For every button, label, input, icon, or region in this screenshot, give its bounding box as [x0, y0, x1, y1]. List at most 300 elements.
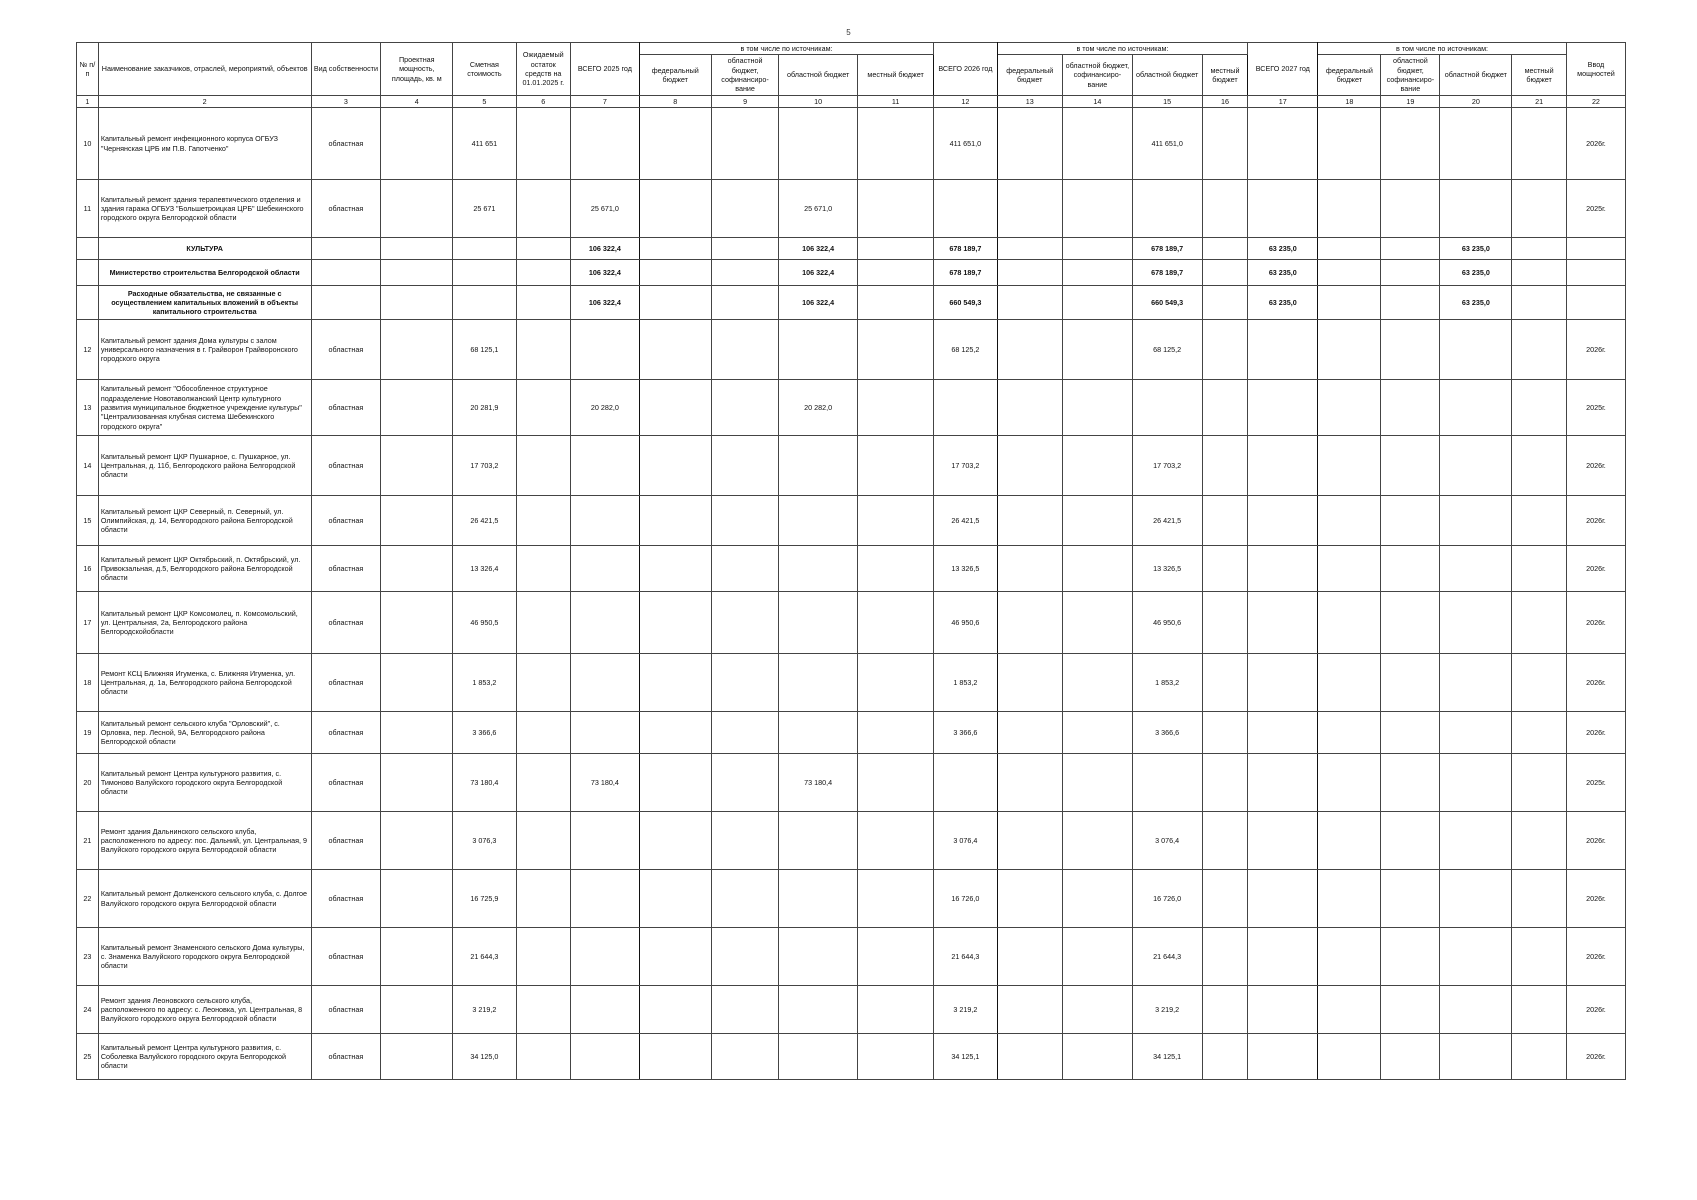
row-local-2025 — [857, 812, 933, 870]
row-cofin-2027 — [1381, 238, 1440, 260]
row-regional-2027: 63 235,0 — [1440, 238, 1512, 260]
row-federal-2027 — [1318, 260, 1381, 286]
table-row — [77, 654, 1626, 712]
row-total-2026: 3 076,4 — [934, 812, 997, 870]
header-regional-2025: областной бюджет — [779, 55, 858, 95]
row-federal-2027 — [1318, 986, 1381, 1034]
row-cost: 411 651 — [453, 108, 516, 180]
row-local-2025 — [857, 380, 933, 436]
column-number: 20 — [1440, 95, 1512, 107]
row-cofin-2026 — [1062, 654, 1132, 712]
row-regional-2027 — [1440, 986, 1512, 1034]
row-name: Капитальный ремонт ЦКР Северный, п. Северный, ул. Олимпийская, д. 14, Белгородского района Белгородской области — [98, 496, 311, 546]
row-regional-2025 — [779, 870, 858, 928]
row-regional-2027 — [1440, 592, 1512, 654]
row-total-2027 — [1248, 496, 1318, 546]
row-regional-2025 — [779, 320, 858, 380]
row-cost: 34 125,0 — [453, 1034, 516, 1080]
row-local-2027 — [1512, 592, 1567, 654]
column-number: 13 — [997, 95, 1062, 107]
row-name: Капитальный ремонт Долженского сельского клуба, с. Долгое Валуйского городского округа Белгородской области — [98, 870, 311, 928]
row-total-2026 — [934, 180, 997, 238]
row-ownership: областная — [311, 712, 381, 754]
table-row — [77, 928, 1626, 986]
row-regional-2025: 106 322,4 — [779, 260, 858, 286]
row-local-2025 — [857, 754, 933, 812]
row-local-2027 — [1512, 286, 1567, 320]
row-cost — [453, 260, 516, 286]
row-cofin-2027 — [1381, 592, 1440, 654]
row-federal-2026 — [997, 320, 1062, 380]
row-ownership: областная — [311, 592, 381, 654]
row-regional-2027 — [1440, 180, 1512, 238]
section-row — [77, 260, 1626, 286]
column-number: 7 — [571, 95, 640, 107]
row-regional-2027 — [1440, 546, 1512, 592]
row-cost: 46 950,5 — [453, 592, 516, 654]
column-number: 18 — [1318, 95, 1381, 107]
row-regional-2027 — [1440, 928, 1512, 986]
row-remainder — [516, 654, 571, 712]
row-name: Ремонт КСЦ Ближняя Игуменка, с. Ближняя Игуменка, ул. Центральная, д. 1а, Белгородского района Белгородской области — [98, 654, 311, 712]
row-remainder — [516, 496, 571, 546]
row-regional-2026: 3 076,4 — [1132, 812, 1202, 870]
row-commissioning: 2026г. — [1566, 496, 1625, 546]
row-federal-2025 — [639, 180, 711, 238]
row-regional-2027 — [1440, 812, 1512, 870]
table-row — [77, 436, 1626, 496]
row-capacity — [381, 238, 453, 260]
row-name: Капитальный ремонт Центра культурного развития, с. Тимоново Валуйского городского округа Белгородской области — [98, 754, 311, 812]
row-remainder — [516, 592, 571, 654]
row-capacity — [381, 260, 453, 286]
row-total-2025 — [571, 436, 640, 496]
table-row — [77, 1034, 1626, 1080]
row-number: 12 — [77, 320, 99, 380]
row-name: Капитальный ремонт здания терапевтического отделения и здания гаража ОГБУЗ "Большетроицкая ЦРБ" Шебекинского городского округа Белгородской области — [98, 180, 311, 238]
row-total-2026: 21 644,3 — [934, 928, 997, 986]
row-federal-2026 — [997, 654, 1062, 712]
row-remainder — [516, 286, 571, 320]
row-cofin-2027 — [1381, 380, 1440, 436]
table-row — [77, 754, 1626, 812]
row-cofin-2026 — [1062, 986, 1132, 1034]
row-local-2026 — [1202, 754, 1248, 812]
row-name: Министерство строительства Белгородской области — [98, 260, 311, 286]
row-federal-2027 — [1318, 108, 1381, 180]
row-local-2026 — [1202, 320, 1248, 380]
table-body — [77, 108, 1626, 1080]
row-cofin-2025 — [711, 108, 779, 180]
row-total-2027 — [1248, 108, 1318, 180]
column-number: 3 — [311, 95, 381, 107]
row-name: Капитальный ремонт Центра культурного развития, с. Соболевка Валуйского городского округа Белгородской области — [98, 1034, 311, 1080]
header-regional-2027: областной бюджет — [1440, 55, 1512, 95]
row-cost: 16 725,9 — [453, 870, 516, 928]
row-regional-2026: 21 644,3 — [1132, 928, 1202, 986]
row-federal-2026 — [997, 712, 1062, 754]
row-capacity — [381, 654, 453, 712]
row-federal-2025 — [639, 546, 711, 592]
row-regional-2027 — [1440, 1034, 1512, 1080]
row-cost: 25 671 — [453, 180, 516, 238]
row-regional-2025: 25 671,0 — [779, 180, 858, 238]
row-cost: 3 219,2 — [453, 986, 516, 1034]
row-federal-2025 — [639, 812, 711, 870]
row-local-2027 — [1512, 108, 1567, 180]
row-regional-2025 — [779, 654, 858, 712]
row-total-2026: 13 326,5 — [934, 546, 997, 592]
row-capacity — [381, 546, 453, 592]
row-remainder — [516, 754, 571, 812]
row-cofin-2027 — [1381, 286, 1440, 320]
row-total-2025 — [571, 592, 640, 654]
row-total-2025: 106 322,4 — [571, 260, 640, 286]
row-ownership — [311, 238, 381, 260]
row-cofin-2027 — [1381, 320, 1440, 380]
row-cost: 3 076,3 — [453, 812, 516, 870]
row-commissioning — [1566, 286, 1625, 320]
column-number: 14 — [1062, 95, 1132, 107]
row-remainder — [516, 436, 571, 496]
table-row — [77, 812, 1626, 870]
column-number: 8 — [639, 95, 711, 107]
row-federal-2027 — [1318, 812, 1381, 870]
row-local-2025 — [857, 238, 933, 260]
row-total-2025 — [571, 496, 640, 546]
row-regional-2026: 411 651,0 — [1132, 108, 1202, 180]
row-total-2027 — [1248, 1034, 1318, 1080]
row-total-2026: 411 651,0 — [934, 108, 997, 180]
row-cofin-2025 — [711, 380, 779, 436]
row-cofin-2026 — [1062, 870, 1132, 928]
row-local-2026 — [1202, 496, 1248, 546]
row-cofin-2025 — [711, 712, 779, 754]
row-regional-2027 — [1440, 496, 1512, 546]
row-federal-2026 — [997, 180, 1062, 238]
row-regional-2027 — [1440, 320, 1512, 380]
row-name: Капитальный ремонт сельского клуба "Орловский", с. Орловка, пер. Лесной, 9А, Белгородского района Белгородской области — [98, 712, 311, 754]
row-ownership: областная — [311, 320, 381, 380]
row-cost: 73 180,4 — [453, 754, 516, 812]
row-total-2026: 1 853,2 — [934, 654, 997, 712]
row-cofin-2027 — [1381, 180, 1440, 238]
row-cofin-2027 — [1381, 496, 1440, 546]
row-regional-2026: 1 853,2 — [1132, 654, 1202, 712]
row-commissioning — [1566, 238, 1625, 260]
row-cofin-2027 — [1381, 712, 1440, 754]
row-number: 23 — [77, 928, 99, 986]
row-cost: 13 326,4 — [453, 546, 516, 592]
row-federal-2026 — [997, 592, 1062, 654]
row-regional-2025: 73 180,4 — [779, 754, 858, 812]
row-ownership: областная — [311, 812, 381, 870]
column-number: 1 — [77, 95, 99, 107]
row-cofin-2025 — [711, 286, 779, 320]
row-capacity — [381, 1034, 453, 1080]
row-regional-2025 — [779, 592, 858, 654]
row-regional-2025 — [779, 436, 858, 496]
row-local-2027 — [1512, 754, 1567, 812]
header-local-2025: местный бюджет — [857, 55, 933, 95]
row-local-2027 — [1512, 180, 1567, 238]
row-regional-2027 — [1440, 754, 1512, 812]
row-federal-2026 — [997, 496, 1062, 546]
row-total-2026: 26 421,5 — [934, 496, 997, 546]
row-total-2025 — [571, 928, 640, 986]
row-local-2027 — [1512, 238, 1567, 260]
header-regional-2026: областной бюджет — [1132, 55, 1202, 95]
row-federal-2026 — [997, 812, 1062, 870]
column-number: 15 — [1132, 95, 1202, 107]
row-cofin-2025 — [711, 870, 779, 928]
row-cofin-2026 — [1062, 108, 1132, 180]
row-local-2027 — [1512, 654, 1567, 712]
table-row — [77, 180, 1626, 238]
row-ownership: областная — [311, 928, 381, 986]
column-number: 10 — [779, 95, 858, 107]
row-cofin-2025 — [711, 320, 779, 380]
row-cofin-2025 — [711, 546, 779, 592]
header-name: Наименование заказчиков, отраслей, мероприятий, объектов — [98, 43, 311, 96]
row-remainder — [516, 986, 571, 1034]
row-federal-2026 — [997, 928, 1062, 986]
row-local-2025 — [857, 108, 933, 180]
row-federal-2026 — [997, 546, 1062, 592]
row-regional-2026: 68 125,2 — [1132, 320, 1202, 380]
row-regional-2026: 13 326,5 — [1132, 546, 1202, 592]
row-commissioning: 2026г. — [1566, 986, 1625, 1034]
row-commissioning: 2026г. — [1566, 546, 1625, 592]
row-total-2027: 63 235,0 — [1248, 260, 1318, 286]
row-local-2027 — [1512, 496, 1567, 546]
row-total-2027 — [1248, 546, 1318, 592]
row-cofin-2026 — [1062, 180, 1132, 238]
row-total-2025 — [571, 546, 640, 592]
table-row — [77, 380, 1626, 436]
column-number: 22 — [1566, 95, 1625, 107]
row-total-2025 — [571, 1034, 640, 1080]
row-local-2025 — [857, 654, 933, 712]
row-regional-2025 — [779, 108, 858, 180]
row-cost: 17 703,2 — [453, 436, 516, 496]
row-ownership: областная — [311, 654, 381, 712]
row-local-2026 — [1202, 928, 1248, 986]
row-ownership: областная — [311, 1034, 381, 1080]
row-regional-2026: 17 703,2 — [1132, 436, 1202, 496]
row-local-2026 — [1202, 108, 1248, 180]
row-federal-2027 — [1318, 870, 1381, 928]
row-commissioning: 2026г. — [1566, 108, 1625, 180]
row-cofin-2027 — [1381, 260, 1440, 286]
row-federal-2027 — [1318, 1034, 1381, 1080]
row-federal-2027 — [1318, 754, 1381, 812]
row-remainder — [516, 712, 571, 754]
table-row — [77, 546, 1626, 592]
row-cofin-2025 — [711, 928, 779, 986]
row-number: 25 — [77, 1034, 99, 1080]
row-federal-2027 — [1318, 238, 1381, 260]
row-total-2026 — [934, 380, 997, 436]
row-cofin-2027 — [1381, 546, 1440, 592]
row-number: 13 — [77, 380, 99, 436]
row-total-2027 — [1248, 592, 1318, 654]
row-commissioning: 2026г. — [1566, 654, 1625, 712]
row-federal-2027 — [1318, 712, 1381, 754]
row-local-2026 — [1202, 812, 1248, 870]
row-ownership: областная — [311, 436, 381, 496]
column-number: 12 — [934, 95, 997, 107]
row-federal-2027 — [1318, 928, 1381, 986]
row-commissioning: 2026г. — [1566, 870, 1625, 928]
column-number: 9 — [711, 95, 779, 107]
row-federal-2027 — [1318, 180, 1381, 238]
header-total-2025: ВСЕГО 2025 год — [571, 43, 640, 96]
row-number: 24 — [77, 986, 99, 1034]
row-federal-2026 — [997, 1034, 1062, 1080]
row-regional-2025: 106 322,4 — [779, 238, 858, 260]
table-row — [77, 712, 1626, 754]
row-commissioning: 2026г. — [1566, 812, 1625, 870]
row-cofin-2027 — [1381, 754, 1440, 812]
column-number: 6 — [516, 95, 571, 107]
row-local-2026 — [1202, 238, 1248, 260]
row-name: Капитальный ремонт Знаменского сельского Дома культуры, с. Знаменка Валуйского городского округа Белгородской области — [98, 928, 311, 986]
row-local-2027 — [1512, 380, 1567, 436]
row-number: 14 — [77, 436, 99, 496]
row-remainder — [516, 380, 571, 436]
header-commissioning: Ввод мощностей — [1566, 43, 1625, 96]
table-row — [77, 870, 1626, 928]
row-cost: 26 421,5 — [453, 496, 516, 546]
row-federal-2025 — [639, 592, 711, 654]
row-number: 21 — [77, 812, 99, 870]
row-federal-2027 — [1318, 496, 1381, 546]
header-cofin-2026: областной бюджет, софинансиро-вание — [1062, 55, 1132, 95]
header-capacity: Проектная мощность, площадь, кв. м — [381, 43, 453, 96]
header-federal-2027: федеральный бюджет — [1318, 55, 1381, 95]
row-ownership: областная — [311, 380, 381, 436]
row-federal-2026 — [997, 870, 1062, 928]
row-total-2026: 17 703,2 — [934, 436, 997, 496]
row-commissioning: 2026г. — [1566, 712, 1625, 754]
column-number: 19 — [1381, 95, 1440, 107]
row-number: 11 — [77, 180, 99, 238]
row-total-2026: 678 189,7 — [934, 260, 997, 286]
row-name: Капитальный ремонт инфекционного корпуса ОГБУЗ "Чернянская ЦРБ им П.В. Гапотченко" — [98, 108, 311, 180]
header-total-2027: ВСЕГО 2027 год — [1248, 43, 1318, 96]
row-total-2025: 106 322,4 — [571, 238, 640, 260]
column-number: 2 — [98, 95, 311, 107]
row-capacity — [381, 380, 453, 436]
row-capacity — [381, 812, 453, 870]
header-no: № п/п — [77, 43, 99, 96]
row-local-2026 — [1202, 1034, 1248, 1080]
row-number: 19 — [77, 712, 99, 754]
column-number-row — [77, 95, 1626, 107]
row-total-2025 — [571, 654, 640, 712]
row-federal-2025 — [639, 870, 711, 928]
row-local-2027 — [1512, 986, 1567, 1034]
row-federal-2025 — [639, 108, 711, 180]
row-local-2025 — [857, 1034, 933, 1080]
header-local-2026: местный бюджет — [1202, 55, 1248, 95]
row-total-2026: 16 726,0 — [934, 870, 997, 928]
row-federal-2025 — [639, 928, 711, 986]
row-federal-2027 — [1318, 380, 1381, 436]
row-regional-2026: 660 549,3 — [1132, 286, 1202, 320]
header-row-1 — [77, 43, 1626, 55]
row-federal-2025 — [639, 754, 711, 812]
row-commissioning: 2025г. — [1566, 380, 1625, 436]
row-total-2025 — [571, 320, 640, 380]
table-row — [77, 986, 1626, 1034]
row-federal-2025 — [639, 320, 711, 380]
row-local-2027 — [1512, 812, 1567, 870]
header-cofin-2027: областной бюджет, софинансиро-вание — [1381, 55, 1440, 95]
row-federal-2025 — [639, 654, 711, 712]
row-cofin-2026 — [1062, 1034, 1132, 1080]
row-cofin-2027 — [1381, 870, 1440, 928]
row-local-2026 — [1202, 986, 1248, 1034]
row-ownership: областная — [311, 754, 381, 812]
row-remainder — [516, 260, 571, 286]
row-remainder — [516, 1034, 571, 1080]
row-local-2025 — [857, 180, 933, 238]
row-cofin-2025 — [711, 654, 779, 712]
page-number: 5 — [846, 28, 851, 37]
row-federal-2025 — [639, 238, 711, 260]
row-cofin-2026 — [1062, 712, 1132, 754]
row-total-2027 — [1248, 812, 1318, 870]
row-total-2026: 46 950,6 — [934, 592, 997, 654]
row-number: 16 — [77, 546, 99, 592]
row-name: Капитальный ремонт ЦКР Комсомолец, п. Комсомольский, ул. Центральная, 2а, Белгородского района Белгородскойобласти — [98, 592, 311, 654]
row-regional-2027 — [1440, 870, 1512, 928]
row-local-2025 — [857, 592, 933, 654]
row-cofin-2026 — [1062, 260, 1132, 286]
row-regional-2025: 106 322,4 — [779, 286, 858, 320]
row-regional-2025 — [779, 812, 858, 870]
row-total-2026: 3 366,6 — [934, 712, 997, 754]
row-ownership: областная — [311, 180, 381, 238]
row-regional-2025 — [779, 1034, 858, 1080]
row-remainder — [516, 928, 571, 986]
row-cofin-2025 — [711, 812, 779, 870]
row-ownership: областная — [311, 546, 381, 592]
row-local-2025 — [857, 546, 933, 592]
row-total-2027 — [1248, 180, 1318, 238]
row-federal-2025 — [639, 436, 711, 496]
row-total-2027 — [1248, 928, 1318, 986]
row-commissioning: 2026г. — [1566, 1034, 1625, 1080]
row-ownership: областная — [311, 496, 381, 546]
row-number: 22 — [77, 870, 99, 928]
row-number: 18 — [77, 654, 99, 712]
row-cofin-2027 — [1381, 436, 1440, 496]
row-total-2026: 68 125,2 — [934, 320, 997, 380]
row-number: 15 — [77, 496, 99, 546]
row-regional-2026: 16 726,0 — [1132, 870, 1202, 928]
row-cofin-2025 — [711, 754, 779, 812]
row-cofin-2026 — [1062, 496, 1132, 546]
row-name: КУЛЬТУРА — [98, 238, 311, 260]
row-regional-2025 — [779, 496, 858, 546]
row-ownership: областная — [311, 108, 381, 180]
row-regional-2025 — [779, 712, 858, 754]
row-local-2027 — [1512, 1034, 1567, 1080]
row-regional-2027 — [1440, 108, 1512, 180]
